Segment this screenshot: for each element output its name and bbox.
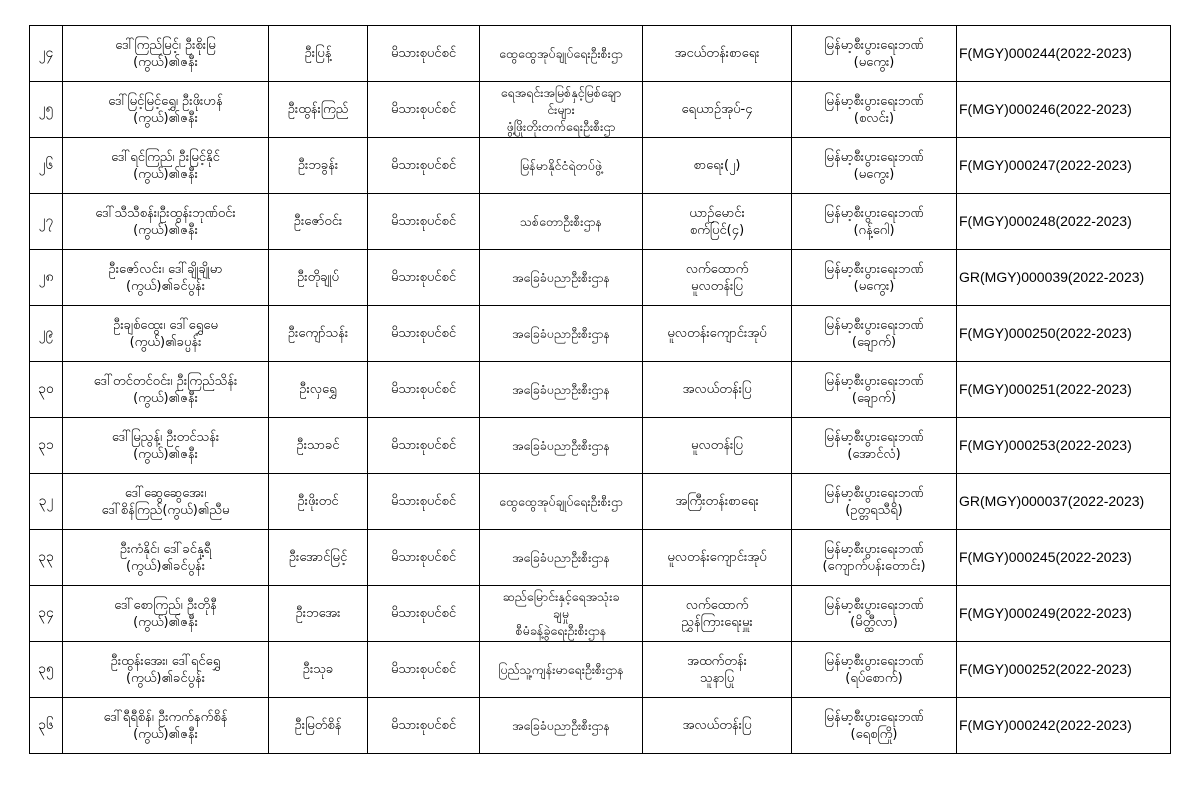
row-number-cell: ၃၀ xyxy=(30,362,63,418)
department-cell: မြန်မာနိုင်ငံရဲတပ်ဖွဲ့ xyxy=(480,138,643,194)
pension-type-cell: မိသားစုပင်စင် xyxy=(368,474,480,530)
position-cell: ယာဉ်မောင်း စက်ပြင်(၄) xyxy=(643,194,792,250)
pension-type-cell: မိသားစုပင်စင် xyxy=(368,642,480,698)
row-number-cell: ၃၆ xyxy=(30,698,63,754)
table-row xyxy=(30,698,1171,754)
registration-number-cell: F(MGY)000253(2022-2023) xyxy=(957,418,1171,474)
row-number-cell: ၃၂ xyxy=(30,474,63,530)
registration-number-cell: GR(MGY)000039(2022-2023) xyxy=(957,250,1171,306)
pension-register-table xyxy=(29,25,1171,754)
registration-number-cell: F(MGY)000245(2022-2023) xyxy=(957,530,1171,586)
father-name-cell: ဦးအောင်မြင့် xyxy=(269,530,368,586)
registration-number-cell: F(MGY)000242(2022-2023) xyxy=(957,698,1171,754)
position-cell: အထက်တန်း သူနာပြု xyxy=(643,642,792,698)
pensioner-name-cell: ဒေါ်စောကြည်၊ ဦးတိုနီ (ကွယ်)၏ဇနီး xyxy=(63,586,269,642)
pension-type-cell: မိသားစုပင်စင် xyxy=(368,138,480,194)
pensioner-name-cell: ဒေါ်ရင်ကြည်၊ ဦးမြင့်နိုင် (ကွယ်)၏ဇနီး xyxy=(63,138,269,194)
department-cell: အခြေခံပညာဦးစီးဌာန xyxy=(480,362,643,418)
row-number-cell: ၂၅ xyxy=(30,82,63,138)
bank-branch-cell: မြန်မာ့စီးပွားရေးဘဏ် (ရေစကြို) xyxy=(792,698,957,754)
position-cell: စာရေး(၂) xyxy=(643,138,792,194)
department-cell: ဆည်မြောင်းနှင့်ရေအသုံးခ ချမှု စီမံခန့်ခွဲရေးဦးစီးဌာန xyxy=(480,586,643,642)
position-cell: မူလတန်းကျောင်းအုပ် xyxy=(643,306,792,362)
pension-type-cell: မိသားစုပင်စင် xyxy=(368,698,480,754)
position-cell: ရေယာဉ်အုပ်-၄ xyxy=(643,82,792,138)
registration-number-cell: F(MGY)000251(2022-2023) xyxy=(957,362,1171,418)
position-cell: မူလတန်းကျောင်းအုပ် xyxy=(643,530,792,586)
bank-branch-cell: မြန်မာ့စီးပွားရေးဘဏ် (ကျောက်ပန်းတောင်း) xyxy=(792,530,957,586)
pensioner-name-cell: ဒေါ်တင်တင်ဝင်း၊ ဦးကြည်သိန်း (ကွယ်)၏ဇနီး xyxy=(63,362,269,418)
bank-branch-cell: မြန်မာ့စီးပွားရေးဘဏ် (မကွေး) xyxy=(792,138,957,194)
table-row xyxy=(30,362,1171,418)
department-cell: အခြေခံပညာဦးစီးဌာန xyxy=(480,530,643,586)
department-cell: အခြေခံပညာဦးစီးဌာန xyxy=(480,306,643,362)
father-name-cell: ဦးဘခွန်း xyxy=(269,138,368,194)
department-cell: အခြေခံပညာဦးစီးဌာန xyxy=(480,418,643,474)
pensioner-name-cell: ဒေါ်ရီရီစိန်၊ ဦးကက်နက်စိန် (ကွယ်)၏ဇနီး xyxy=(63,698,269,754)
father-name-cell: ဦးဇော်ဝင်း xyxy=(269,194,368,250)
table-row xyxy=(30,194,1171,250)
registration-number-cell: F(MGY)000249(2022-2023) xyxy=(957,586,1171,642)
pension-type-cell: မိသားစုပင်စင် xyxy=(368,82,480,138)
position-cell: လက်ထောက် မူလတန်းပြ xyxy=(643,250,792,306)
table-row xyxy=(30,586,1171,642)
pension-type-cell: မိသားစုပင်စင် xyxy=(368,250,480,306)
department-cell: ရေအရင်းအမြစ်နှင့်မြစ်ချော င်းများ ဖွံ့ဖြိုးတိုးတက်ရေးဦးစီးဌာ xyxy=(480,82,643,138)
department-cell: ပြည်သူ့ကျန်းမာရေးဦးစီးဌာန xyxy=(480,642,643,698)
registration-number-cell: F(MGY)000252(2022-2023) xyxy=(957,642,1171,698)
department-cell: အခြေခံပညာဦးစီးဌာန xyxy=(480,250,643,306)
father-name-cell: ဦးတိုချုပ် xyxy=(269,250,368,306)
pensioner-name-cell: ဦးချစ်ထွေး၊ ဒေါ်ရွှေမေ (ကွယ်)၏ခပ္ပန်း xyxy=(63,306,269,362)
father-name-cell: ဦးမြတ်စိန် xyxy=(269,698,368,754)
registration-number-cell: F(MGY)000250(2022-2023) xyxy=(957,306,1171,362)
registration-number-cell: F(MGY)000247(2022-2023) xyxy=(957,138,1171,194)
pensioner-name-cell: ဒေါ်မြင့်မြင့်ရွှေ၊ ဦးဖိုးဟန် (ကွယ်)၏ဇနီး xyxy=(63,82,269,138)
bank-branch-cell: မြန်မာ့စီးပွားရေးဘဏ် (ဥတ္တရသီရိ) xyxy=(792,474,957,530)
department-cell: ထွေထွေအုပ်ချုပ်ရေးဦးစီးဌာ xyxy=(480,26,643,82)
table-row xyxy=(30,306,1171,362)
table-row xyxy=(30,530,1171,586)
pension-type-cell: မိသားစုပင်စင် xyxy=(368,530,480,586)
father-name-cell: ဦးကျော်သန်း xyxy=(269,306,368,362)
row-number-cell: ၃၄ xyxy=(30,586,63,642)
row-number-cell: ၂၄ xyxy=(30,26,63,82)
pensioner-name-cell: ဦးကံနိုင်၊ ဒေါ်ခင်နု့ရီ (ကွယ်)၏ခင်ပွန်း xyxy=(63,530,269,586)
row-number-cell: ၃၃ xyxy=(30,530,63,586)
registration-number-cell: GR(MGY)000037(2022-2023) xyxy=(957,474,1171,530)
father-name-cell: ဦးလှရွှေ xyxy=(269,362,368,418)
father-name-cell: ဦးဘအေး xyxy=(269,586,368,642)
pensioner-name-cell: ဦးထွန်းအေး၊ ဒေါ်ရင်ရွှေ (ကွယ်)၏ခင်ပွန်း xyxy=(63,642,269,698)
bank-branch-cell: မြန်မာ့စီးပွားရေးဘဏ် (မိတ္ထီလာ) xyxy=(792,586,957,642)
row-number-cell: ၂၇ xyxy=(30,194,63,250)
pension-type-cell: မိသားစုပင်စင် xyxy=(368,362,480,418)
registration-number-cell: F(MGY)000246(2022-2023) xyxy=(957,82,1171,138)
table-row xyxy=(30,642,1171,698)
pensioner-name-cell: ဒေါ်ကြည်မြင့်၊ ဦးစိုးမြ (ကွယ်)၏ဇနီး xyxy=(63,26,269,82)
pension-type-cell: မိသားစုပင်စင် xyxy=(368,418,480,474)
table-row xyxy=(30,418,1171,474)
registration-number-cell: F(MGY)000248(2022-2023) xyxy=(957,194,1171,250)
position-cell: အလယ်တန်းပြ xyxy=(643,698,792,754)
department-cell: သစ်တောဦးစီးဌာန xyxy=(480,194,643,250)
table-row xyxy=(30,82,1171,138)
bank-branch-cell: မြန်မာ့စီးပွားရေးဘဏ် (စလင်း) xyxy=(792,82,957,138)
table-row xyxy=(30,138,1171,194)
father-name-cell: ဦးသာခင် xyxy=(269,418,368,474)
position-cell: မူလတန်းပြ xyxy=(643,418,792,474)
position-cell: လက်ထောက် ညွှန်ကြားရေးမှူး xyxy=(643,586,792,642)
father-name-cell: ဦးပြန့် xyxy=(269,26,368,82)
bank-branch-cell: မြန်မာ့စီးပွားရေးဘဏ် (အောင်လံ) xyxy=(792,418,957,474)
row-number-cell: ၂၆ xyxy=(30,138,63,194)
position-cell: အကြီးတန်းစာရေး xyxy=(643,474,792,530)
pension-type-cell: မိသားစုပင်စင် xyxy=(368,586,480,642)
pensioner-name-cell: ဒေါ်သီသီစန်း၊ဦးထွန်းဘုဏ်ဝင်း (ကွယ်)၏ဇနီး xyxy=(63,194,269,250)
department-cell: ထွေထွေအုပ်ချုပ်ရေးဦးစီးဌာ xyxy=(480,474,643,530)
position-cell: အငယ်တန်းစာရေး xyxy=(643,26,792,82)
bank-branch-cell: မြန်မာ့စီးပွားရေးဘဏ် (ဂန့်ဂေါ) xyxy=(792,194,957,250)
pension-type-cell: မိသားစုပင်စင် xyxy=(368,26,480,82)
bank-branch-cell: မြန်မာ့စီးပွားရေးဘဏ် (ချောက်) xyxy=(792,306,957,362)
pension-type-cell: မိသားစုပင်စင် xyxy=(368,306,480,362)
pensioner-name-cell: ဒေါ်ဆွေဆွေအေး၊ ဒေါ်စိန်ကြည်(ကွယ်)၏ညီမ xyxy=(63,474,269,530)
bank-branch-cell: မြန်မာ့စီးပွားရေးဘဏ် (ရပ်စောက်) xyxy=(792,642,957,698)
father-name-cell: ဦးသုခ xyxy=(269,642,368,698)
registration-number-cell: F(MGY)000244(2022-2023) xyxy=(957,26,1171,82)
position-cell: အလယ်တန်းပြ xyxy=(643,362,792,418)
register-body xyxy=(30,26,1171,754)
father-name-cell: ဦးဖိုးတင် xyxy=(269,474,368,530)
table-row xyxy=(30,26,1171,82)
pensioner-name-cell: ဦးဇော်လင်း၊ ဒေါ်ချိုချိုမာ (ကွယ်)၏ခင်ပွန်း xyxy=(63,250,269,306)
pension-register-sheet xyxy=(29,25,1171,754)
row-number-cell: ၃၁ xyxy=(30,418,63,474)
department-cell: အခြေခံပညာဦးစီးဌာန xyxy=(480,698,643,754)
table-row xyxy=(30,250,1171,306)
row-number-cell: ၃၅ xyxy=(30,642,63,698)
bank-branch-cell: မြန်မာ့စီးပွားရေးဘဏ် (မကွေး) xyxy=(792,26,957,82)
pensioner-name-cell: ဒေါ်မြညွန့်၊ ဦးတင်သန်း (ကွယ်)၏ဇနီး xyxy=(63,418,269,474)
father-name-cell: ဦးထွန်းကြည် xyxy=(269,82,368,138)
row-number-cell: ၂၉ xyxy=(30,306,63,362)
bank-branch-cell: မြန်မာ့စီးပွားရေးဘဏ် (မကွေး) xyxy=(792,250,957,306)
row-number-cell: ၂၈ xyxy=(30,250,63,306)
bank-branch-cell: မြန်မာ့စီးပွားရေးဘဏ် (ချောက်) xyxy=(792,362,957,418)
table-row xyxy=(30,474,1171,530)
pension-type-cell: မိသားစုပင်စင် xyxy=(368,194,480,250)
